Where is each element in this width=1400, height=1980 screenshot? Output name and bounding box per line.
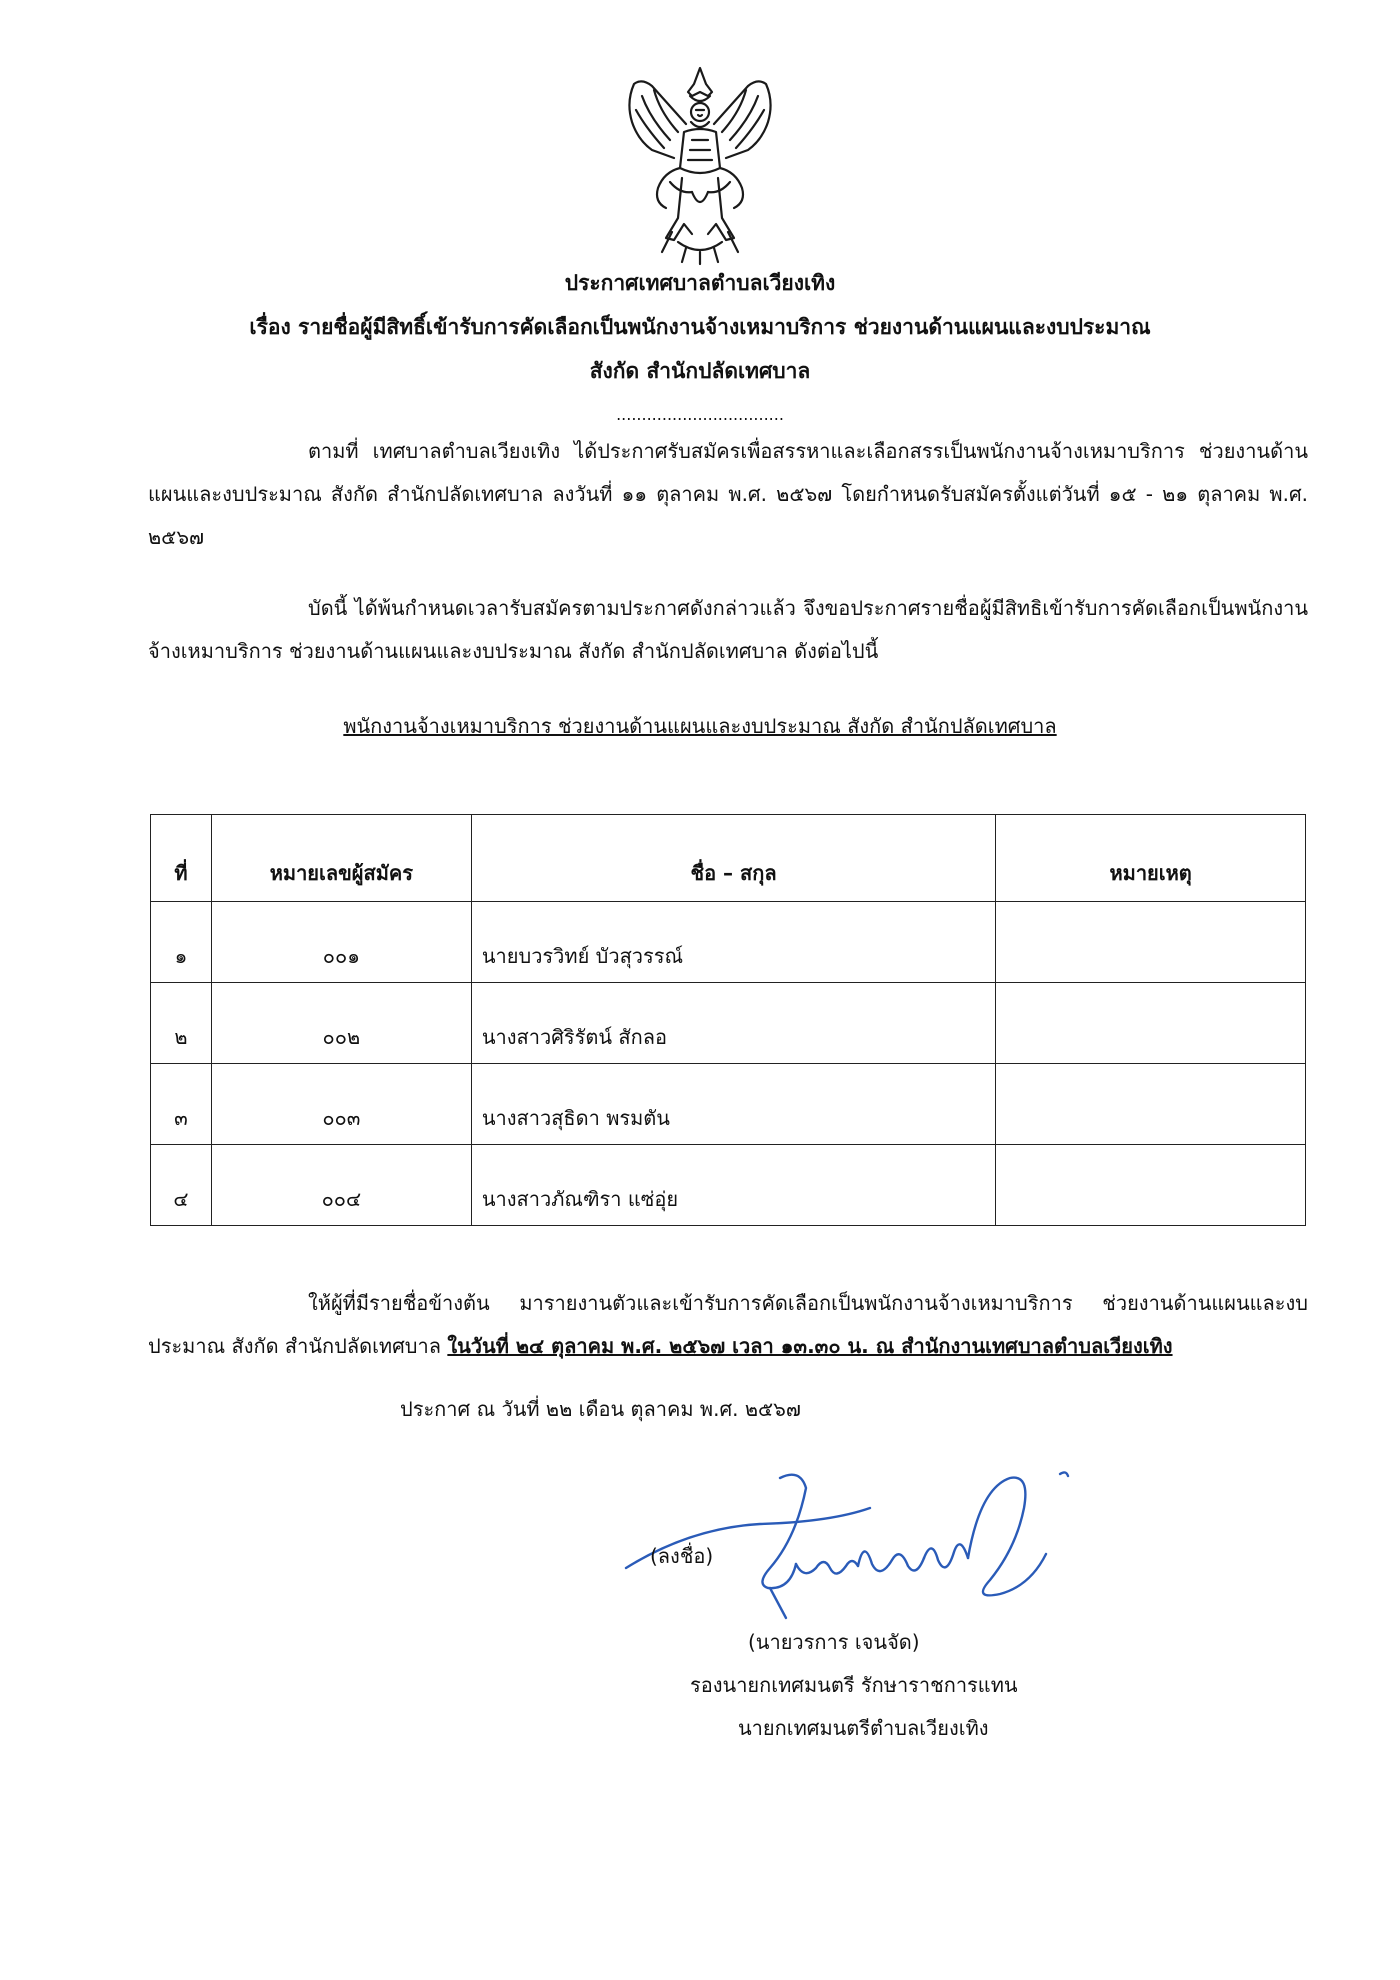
row-note — [996, 983, 1306, 1064]
section-heading: พนักงานจ้างเหมาบริการ ช่วยงานด้านแผนและงบประมาณ สังกัด สำนักปลัดเทศบาล — [343, 714, 1057, 738]
row-no: ๔ — [151, 1145, 212, 1226]
closing-emphasis: ในวันที่ ๒๔ ตุลาคม พ.ศ. ๒๕๖๗ เวลา ๑๓.๓๐ น. ณ สำนักงานเทศบาลตำบลเวียงเทิง — [447, 1334, 1173, 1358]
signed-label: (ลงชื่อ) — [650, 1544, 714, 1568]
row-name: นางสาวภัณฑิรา แซ่อุ่ย — [471, 1145, 995, 1226]
announce-date: ประกาศ ณ วันที่ ๒๒ เดือน ตุลาคม พ.ศ. ๒๕๖๗ — [400, 1397, 801, 1421]
table-row — [151, 983, 1306, 1064]
header-note: หมายเหตุ — [996, 815, 1306, 902]
announcement-heading: ประกาศเทศบาลตำบลเวียงเทิง — [564, 271, 836, 295]
closing-text: ให้ผู้ที่มีรายชื่อข้างต้น มารายงานตัวและเข้ารับการคัดเลือกเป็นพนักงานจ้างเหมาบริการ ช่วยงานด้านแผนและงบประมาณ สังกัด สำนักปลัดเทศบาล — [148, 1291, 1308, 1358]
signer-title-1: รองนายกเทศมนตรี รักษาราชการแทน — [690, 1673, 1018, 1697]
announcement-subject: เรื่อง รายชื่อผู้มีสิทธิ์เข้ารับการคัดเลือกเป็นพนักงานจ้างเหมาบริการ ช่วยงานด้านแผนและงบประมาณ — [249, 315, 1151, 339]
header-applicant-number: หมายเลขผู้สมัคร — [211, 815, 471, 902]
signer-name: (นายวรการ เจนจัด) — [748, 1630, 920, 1654]
row-name: นายบวรวิทย์ บัวสุวรรณ์ — [471, 902, 995, 983]
row-applicant-number: ๐๐๔ — [211, 1145, 471, 1226]
table-header-row — [151, 815, 1306, 902]
table-row — [151, 1064, 1306, 1145]
intro-paragraph-text: ตามที่ เทศบาลตำบลเวียงเทิง ได้ประกาศรับสมัครเพื่อสรรหาและเลือกสรรเป็นพนักงานจ้างเหมาบริการ ช่วยงานด้านแผนและงบประมาณ สังกัด สำนักปลัดเทศบาล ลงวันที่ ๑๑ ตุลาคม พ.ศ. ๒๕๖๗ โดยกำหนดรับสมัครตั้งแต่วันที่ ๑๕ - ๒๑ ตุลาคม พ.ศ. ๒๕๖๗ — [148, 439, 1308, 549]
row-note — [996, 1145, 1306, 1226]
header-name: ชื่อ – สกุล — [471, 815, 995, 902]
table-row — [151, 902, 1306, 983]
row-name: นางสาวสุธิดา พรมตัน — [471, 1064, 995, 1145]
row-name: นางสาวศิริรัตน์ สักลอ — [471, 983, 995, 1064]
row-no: ๓ — [151, 1064, 212, 1145]
row-applicant-number: ๐๐๑ — [211, 902, 471, 983]
row-no: ๒ — [151, 983, 212, 1064]
garuda-emblem-icon — [612, 62, 788, 266]
applicant-table — [150, 814, 1306, 1226]
intro-paragraph — [148, 430, 1308, 559]
announcement-affiliation: สังกัด สำนักปลัดเทศบาล — [589, 359, 811, 383]
header-no: ที่ — [151, 815, 212, 902]
signer-title-2: นายกเทศมนตรีตำบลเวียงเทิง — [738, 1716, 989, 1740]
row-note — [996, 902, 1306, 983]
separator-dots: ................................. — [616, 405, 784, 424]
row-note — [996, 1064, 1306, 1145]
notice-paragraph-text: บัดนี้ ได้พ้นกำหนดเวลารับสมัครตามประกาศดังกล่าวแล้ว จึงขอประกาศรายชื่อผู้มีสิทธิเข้ารับการคัดเลือกเป็นพนักงานจ้างเหมาบริการ ช่วยงานด้านแผนและงบประมาณ สังกัด สำนักปลัดเทศบาล ดังต่อไปนี้ — [148, 596, 1308, 663]
row-applicant-number: ๐๐๓ — [211, 1064, 471, 1145]
row-no: ๑ — [151, 902, 212, 983]
row-applicant-number: ๐๐๒ — [211, 983, 471, 1064]
table-row — [151, 1145, 1306, 1226]
closing-paragraph — [148, 1282, 1308, 1368]
notice-paragraph — [148, 587, 1308, 673]
